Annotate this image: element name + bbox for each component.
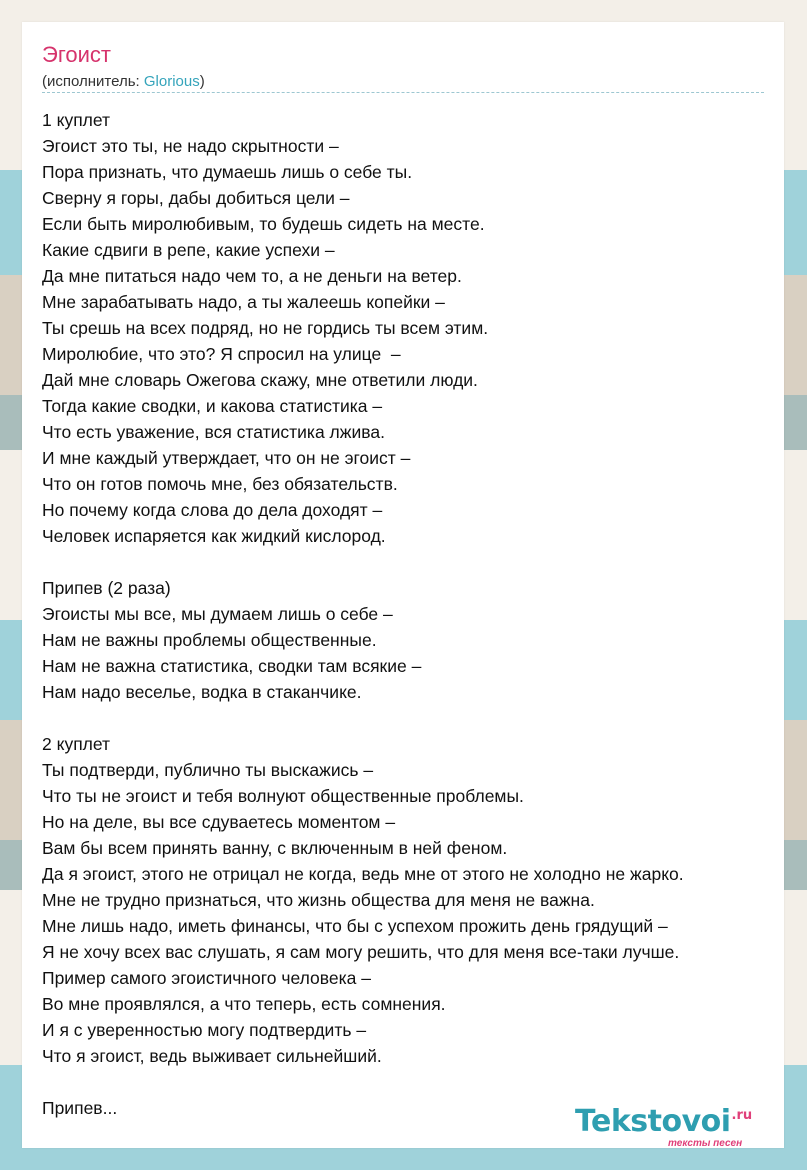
site-logo[interactable]	[575, 1104, 785, 1149]
lyric-line	[42, 705, 807, 731]
lyric-line: Нам надо веселье, водка в стаканчике.	[42, 682, 362, 702]
lyric-line: Нам не важны проблемы общественные.	[42, 630, 377, 650]
lyric-line: И мне каждый утверждает, что он не эгоист –	[42, 448, 411, 468]
lyric-line: Что я эгоист, ведь выживает сильнейший.	[42, 1046, 382, 1066]
lyric-line: 2 куплет	[42, 734, 111, 754]
lyric-line: Мне не трудно признаться, что жизнь общества для меня не важна.	[42, 890, 595, 910]
title-divider	[42, 92, 764, 93]
lyric-line: Что он готов помочь мне, без обязательств.	[42, 474, 398, 494]
lyric-line: Мне лишь надо, иметь финансы, что бы с успехом прожить день грядущий –	[42, 916, 668, 936]
lyric-line: Но на деле, вы все сдуваетесь моментом –	[42, 812, 396, 832]
logo-tld: .ru	[731, 1108, 753, 1123]
lyric-line: Ты срешь на всех подряд, но не гордись ты всем этим.	[42, 318, 489, 338]
artist-link[interactable]: Glorious	[143, 73, 200, 90]
lyric-line: Эгоист это ты, не надо скрытности –	[42, 136, 339, 156]
lyric-line: Эгоисты мы все, мы думаем лишь о себе –	[42, 604, 393, 624]
lyric-line: Я не хочу всех вас слушать, я сам могу решить, что для меня все-таки лучше.	[42, 942, 680, 962]
lyric-line: Но почему когда слова до дела доходят –	[42, 500, 383, 520]
logo-name: Tekstovoi	[575, 1104, 731, 1139]
lyric-line: Что ты не эгоист и тебя волнуют общественные проблемы.	[42, 786, 524, 806]
lyric-line: Сверну я горы, дабы добиться цели –	[42, 188, 350, 208]
lyric-line: 1 куплет	[42, 110, 111, 130]
lyric-line: Мне зарабатывать надо, а ты жалеешь копейки –	[42, 292, 445, 312]
lyric-line: Какие сдвиги в репе, какие успехи –	[42, 240, 335, 260]
lyric-line: Если быть миролюбивым, то будешь сидеть на месте.	[42, 214, 485, 234]
lyric-line: Припев...	[42, 1098, 118, 1118]
lyric-line	[42, 1069, 807, 1095]
lyric-line: Припев (2 раза)	[42, 578, 171, 598]
lyric-line: Пример самого эгоистичного человека –	[42, 968, 371, 988]
lyric-line: Ты подтверди, публично ты выскажись –	[42, 760, 374, 780]
artist-line	[42, 73, 205, 90]
lyric-line	[42, 549, 807, 575]
lyric-line: Тогда какие сводки, и какова статистика –	[42, 396, 383, 416]
lyric-line: Вам бы всем принять ванну, с включенным в ней феном.	[42, 838, 508, 858]
logo-tagline: тексты песен	[668, 1138, 743, 1149]
lyric-line: Да мне питаться надо чем то, а не деньги на ветер.	[42, 266, 462, 286]
lyric-line: Человек испаряется как жидкий кислород.	[42, 526, 386, 546]
lyric-line: Нам не важна статистика, сводки там всякие –	[42, 656, 422, 676]
lyric-line: Что есть уважение, вся статистика лжива.	[42, 422, 385, 442]
lyric-line: Да я эгоист, этого не отрицал не когда, ведь мне от этого не холодно не жарко.	[42, 864, 684, 884]
lyric-line: Дай мне словарь Ожегова скажу, мне ответили люди.	[42, 370, 478, 390]
artist-prefix: (исполнитель:	[42, 73, 144, 90]
song-title: Эгоист	[42, 42, 111, 67]
lyrics-card	[22, 22, 784, 1148]
lyric-line: Пора признать, что думаешь лишь о себе ты.	[42, 162, 413, 182]
lyrics-text	[42, 107, 807, 1121]
lyric-line: Миролюбие, что это? Я спросил на улице –	[42, 344, 401, 364]
lyric-line: Во мне проявлялся, а что теперь, есть сомнения.	[42, 994, 446, 1014]
lyric-line: И я с уверенностью могу подтвердить –	[42, 1020, 367, 1040]
artist-suffix: )	[199, 73, 205, 90]
